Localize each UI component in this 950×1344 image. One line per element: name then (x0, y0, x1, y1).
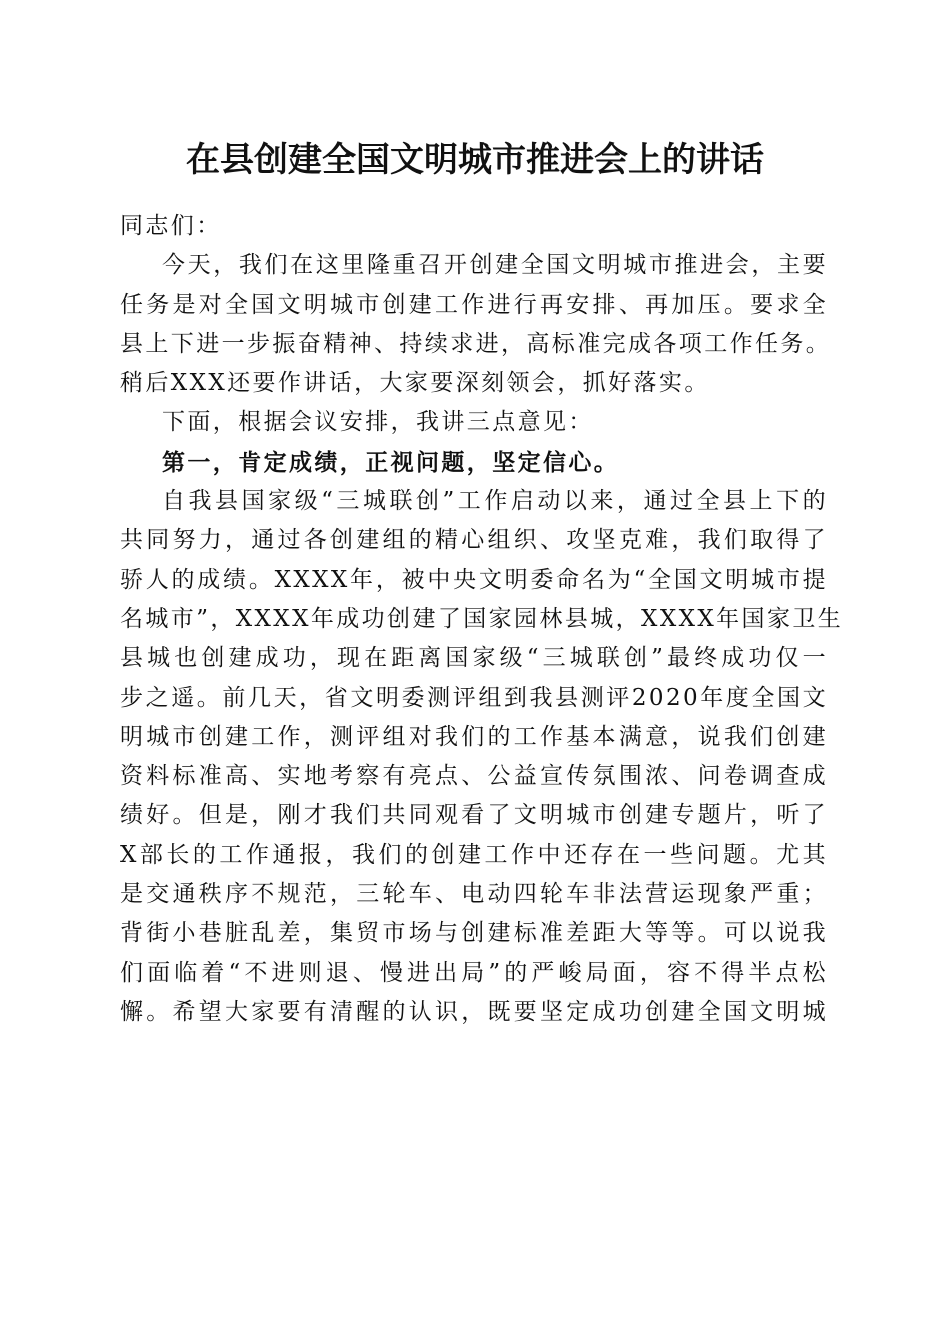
paragraph-line: 县上下进一步振奋精神、持续求进，高标准完成各项工作任务。 (120, 330, 832, 357)
salutation-line: 同志们： (120, 213, 222, 239)
paragraph-line: 懈。希望大家要有清醒的认识，既要坚定成功创建全国文明城 (120, 998, 828, 1025)
paragraph-line: 绩好。但是，刚才我们共同观看了文明城市创建专题片，听了 (120, 802, 828, 829)
paragraph-line: 稍后XXX还要作讲话，大家要深刻领会，抓好落实。 (120, 370, 710, 397)
paragraph-line: 今天，我们在这里隆重召开创建全国文明城市推进会，主要 (162, 252, 828, 279)
paragraph-line: 步之遥。前几天，省文明委测评组到我县测评2020年度全国文 (120, 684, 828, 711)
document-title: 在县创建全国文明城市推进会上的讲话 (186, 140, 764, 180)
paragraph-outline-intro (120, 403, 828, 442)
paragraph-line: 骄人的成绩。XXXX年，被中央文明委命名为“全国文明城市提 (120, 566, 828, 593)
paragraph-opening (120, 246, 832, 403)
paragraph-line: 下面，根据会议安排，我讲三点意见： (162, 409, 594, 436)
paragraph-line: 们面临着“不进则退、慢进出局”的严峻局面，容不得半点松 (120, 959, 828, 986)
paragraph-achievements (120, 482, 844, 1032)
paragraph-line: 自我县国家级“三城联创”工作启动以来，通过全县上下的 (162, 488, 828, 515)
paragraph-line: 任务是对全国文明城市创建工作进行再安排、再加压。要求全 (120, 291, 828, 318)
section-heading-first (120, 443, 828, 482)
paragraph-line: X部长的工作通报，我们的创建工作中还存在一些问题。尤其 (120, 841, 828, 868)
paragraph-line: 明城市创建工作，测评组对我们的工作基本满意，说我们创建 (120, 723, 828, 750)
paragraph-line: 背街小巷脏乱差，集贸市场与创建标准差距大等等。可以说我 (120, 920, 828, 947)
salutation (120, 207, 828, 246)
paragraph-line: 资料标准高、实地考察有亮点、公益宣传氛围浓、问卷调查成 (120, 763, 828, 790)
paragraph-line: 名城市”，XXXX年成功创建了国家园林县城，XXXX年国家卫生 (120, 605, 844, 632)
document-body (120, 207, 844, 1032)
paragraph-line: 县城也创建成功，现在距离国家级“三城联创”最终成功仅一 (120, 645, 828, 672)
section-heading-line: 第一，肯定成绩，正视问题，坚定信心。 (162, 448, 620, 476)
paragraph-line: 是交通秩序不规范，三轮车、电动四轮车非法营运现象严重； (120, 881, 828, 908)
paragraph-line: 共同努力，通过各创建组的精心组织、攻坚克难，我们取得了 (120, 527, 828, 554)
